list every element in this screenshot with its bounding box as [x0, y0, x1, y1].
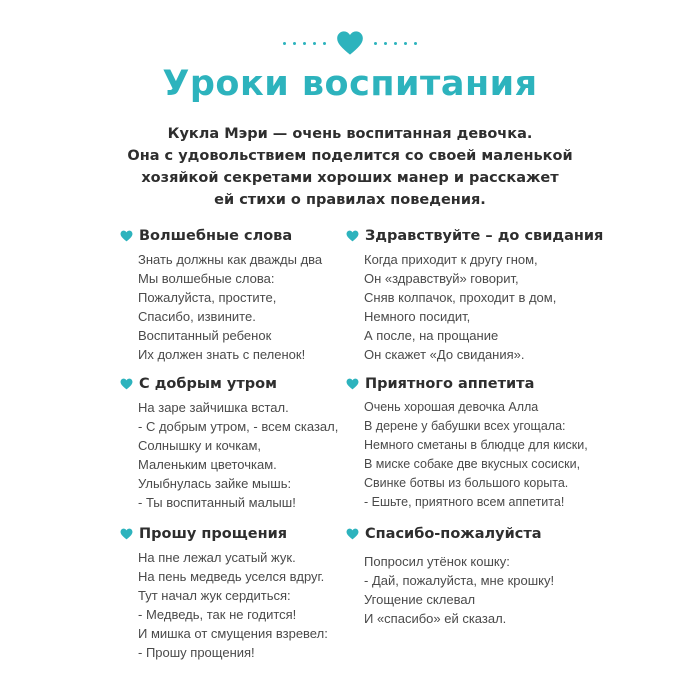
section-title: Волшебные слова [139, 228, 293, 244]
poem-line: Немного посидит, [364, 309, 471, 324]
poem-line: Угощение склевал [364, 592, 476, 607]
poem-line: Он «здравствуй» говорит, [364, 271, 519, 286]
poem-line: Пожалуйста, простите, [138, 290, 277, 305]
section-title: Здравствуйте – до свидания [365, 228, 604, 244]
section-title: С добрым утром [139, 376, 277, 392]
poem-line: Немного сметаны в блюдце для киски, [364, 438, 588, 452]
poem-line: Очень хорошая девочка Алла [364, 400, 539, 414]
heart-icon [120, 230, 133, 242]
ornament-dots-right [374, 42, 417, 45]
intro-line: хозяйкой секретами хороших манер и расскажет [141, 170, 559, 186]
heart-icon [120, 528, 133, 540]
poem-volshebnye-slova [120, 226, 322, 364]
poem-line: И «спасибо» ей сказал. [364, 611, 507, 626]
poem-line: А после, на прощание [364, 328, 499, 343]
section-heading [346, 374, 588, 394]
section-heading [120, 524, 328, 544]
poem-line: - С добрым утром, - всем сказал, [138, 419, 339, 434]
intro-paragraph [110, 123, 590, 211]
poem-lines [120, 398, 338, 512]
poem-line: - Дай, пожалуйста, мне крошку! [364, 573, 555, 588]
poem-lines [346, 552, 554, 628]
poem-proshu-prosheniya [120, 524, 328, 662]
section-title: Прошу прощения [139, 526, 288, 542]
poem-line: Сняв колпачок, проходит в дом, [364, 290, 557, 305]
poem-line: Солнышку и кочкам, [138, 438, 261, 453]
poem-line: Попросил утёнок кошку: [364, 554, 510, 569]
poem-lines [120, 548, 328, 662]
intro-line: ей стихи о правилах поведения. [214, 192, 486, 208]
poem-zdravstvuyte [346, 226, 603, 364]
heart-icon [346, 528, 359, 540]
section-heading [346, 226, 603, 246]
heart-icon [346, 378, 359, 390]
poem-line: - Ешьте, приятного всем аппетита! [364, 495, 565, 509]
poem-lines [120, 250, 322, 364]
poem-line: На пне лежал усатый жук. [138, 550, 296, 565]
section-title: Спасибо-пожалуйста [365, 526, 542, 542]
section-heading [346, 524, 554, 544]
header-ornament [0, 30, 700, 56]
poem-line: - Прошу прощения! [138, 645, 255, 660]
poem-priyatnogo-appetita [346, 374, 588, 512]
poem-line: Он скажет «До свидания». [364, 347, 525, 362]
poem-lines [346, 250, 603, 364]
intro-line: Она с удовольствием поделится со своей маленькой [127, 148, 573, 164]
poem-line: Тут начал жук сердиться: [138, 588, 291, 603]
poem-line: Свинке ботвы из большого корыта. [364, 476, 569, 490]
poem-line: Маленьким цветочкам. [138, 457, 277, 472]
intro-line: Кукла Мэри — очень воспитанная девочка. [167, 126, 533, 142]
poem-line: - Ты воспитанный малыш! [138, 495, 296, 510]
ornament-dots-left [283, 42, 326, 45]
poem-line: Знать должны как дважды два [138, 252, 323, 267]
poem-line: Когда приходит к другу гном, [364, 252, 538, 267]
poem-spasibo-pozhaluysta [346, 524, 554, 628]
section-title: Приятного аппетита [365, 376, 535, 392]
poem-line: - Медведь, так не годится! [138, 607, 297, 622]
poem-line: В миске собаке две вкусных сосиски, [364, 457, 581, 471]
section-heading [120, 374, 338, 394]
poem-s-dobrym-utrom [120, 374, 338, 512]
poem-line: Улыбнулась зайке мышь: [138, 476, 292, 491]
poem-line: На заре зайчишка встал. [138, 400, 289, 415]
poem-line: Мы волшебные слова: [138, 271, 275, 286]
poem-line: В дерене у бабушки всех угощала: [364, 419, 566, 433]
section-heading [120, 226, 322, 246]
heart-icon [120, 378, 133, 390]
heart-icon [336, 30, 364, 56]
poem-lines [346, 398, 588, 512]
poem-line: Их должен знать с пеленок! [138, 347, 306, 362]
heart-icon [346, 230, 359, 242]
poem-line: На пень медведь уселся вдруг. [138, 569, 325, 584]
page-title: Уроки воспитания [162, 64, 538, 104]
poem-line: Спасибо, извините. [138, 309, 256, 324]
poem-line: И мишка от смущения взревел: [138, 626, 328, 641]
poem-line: Воспитанный ребенок [138, 328, 272, 343]
